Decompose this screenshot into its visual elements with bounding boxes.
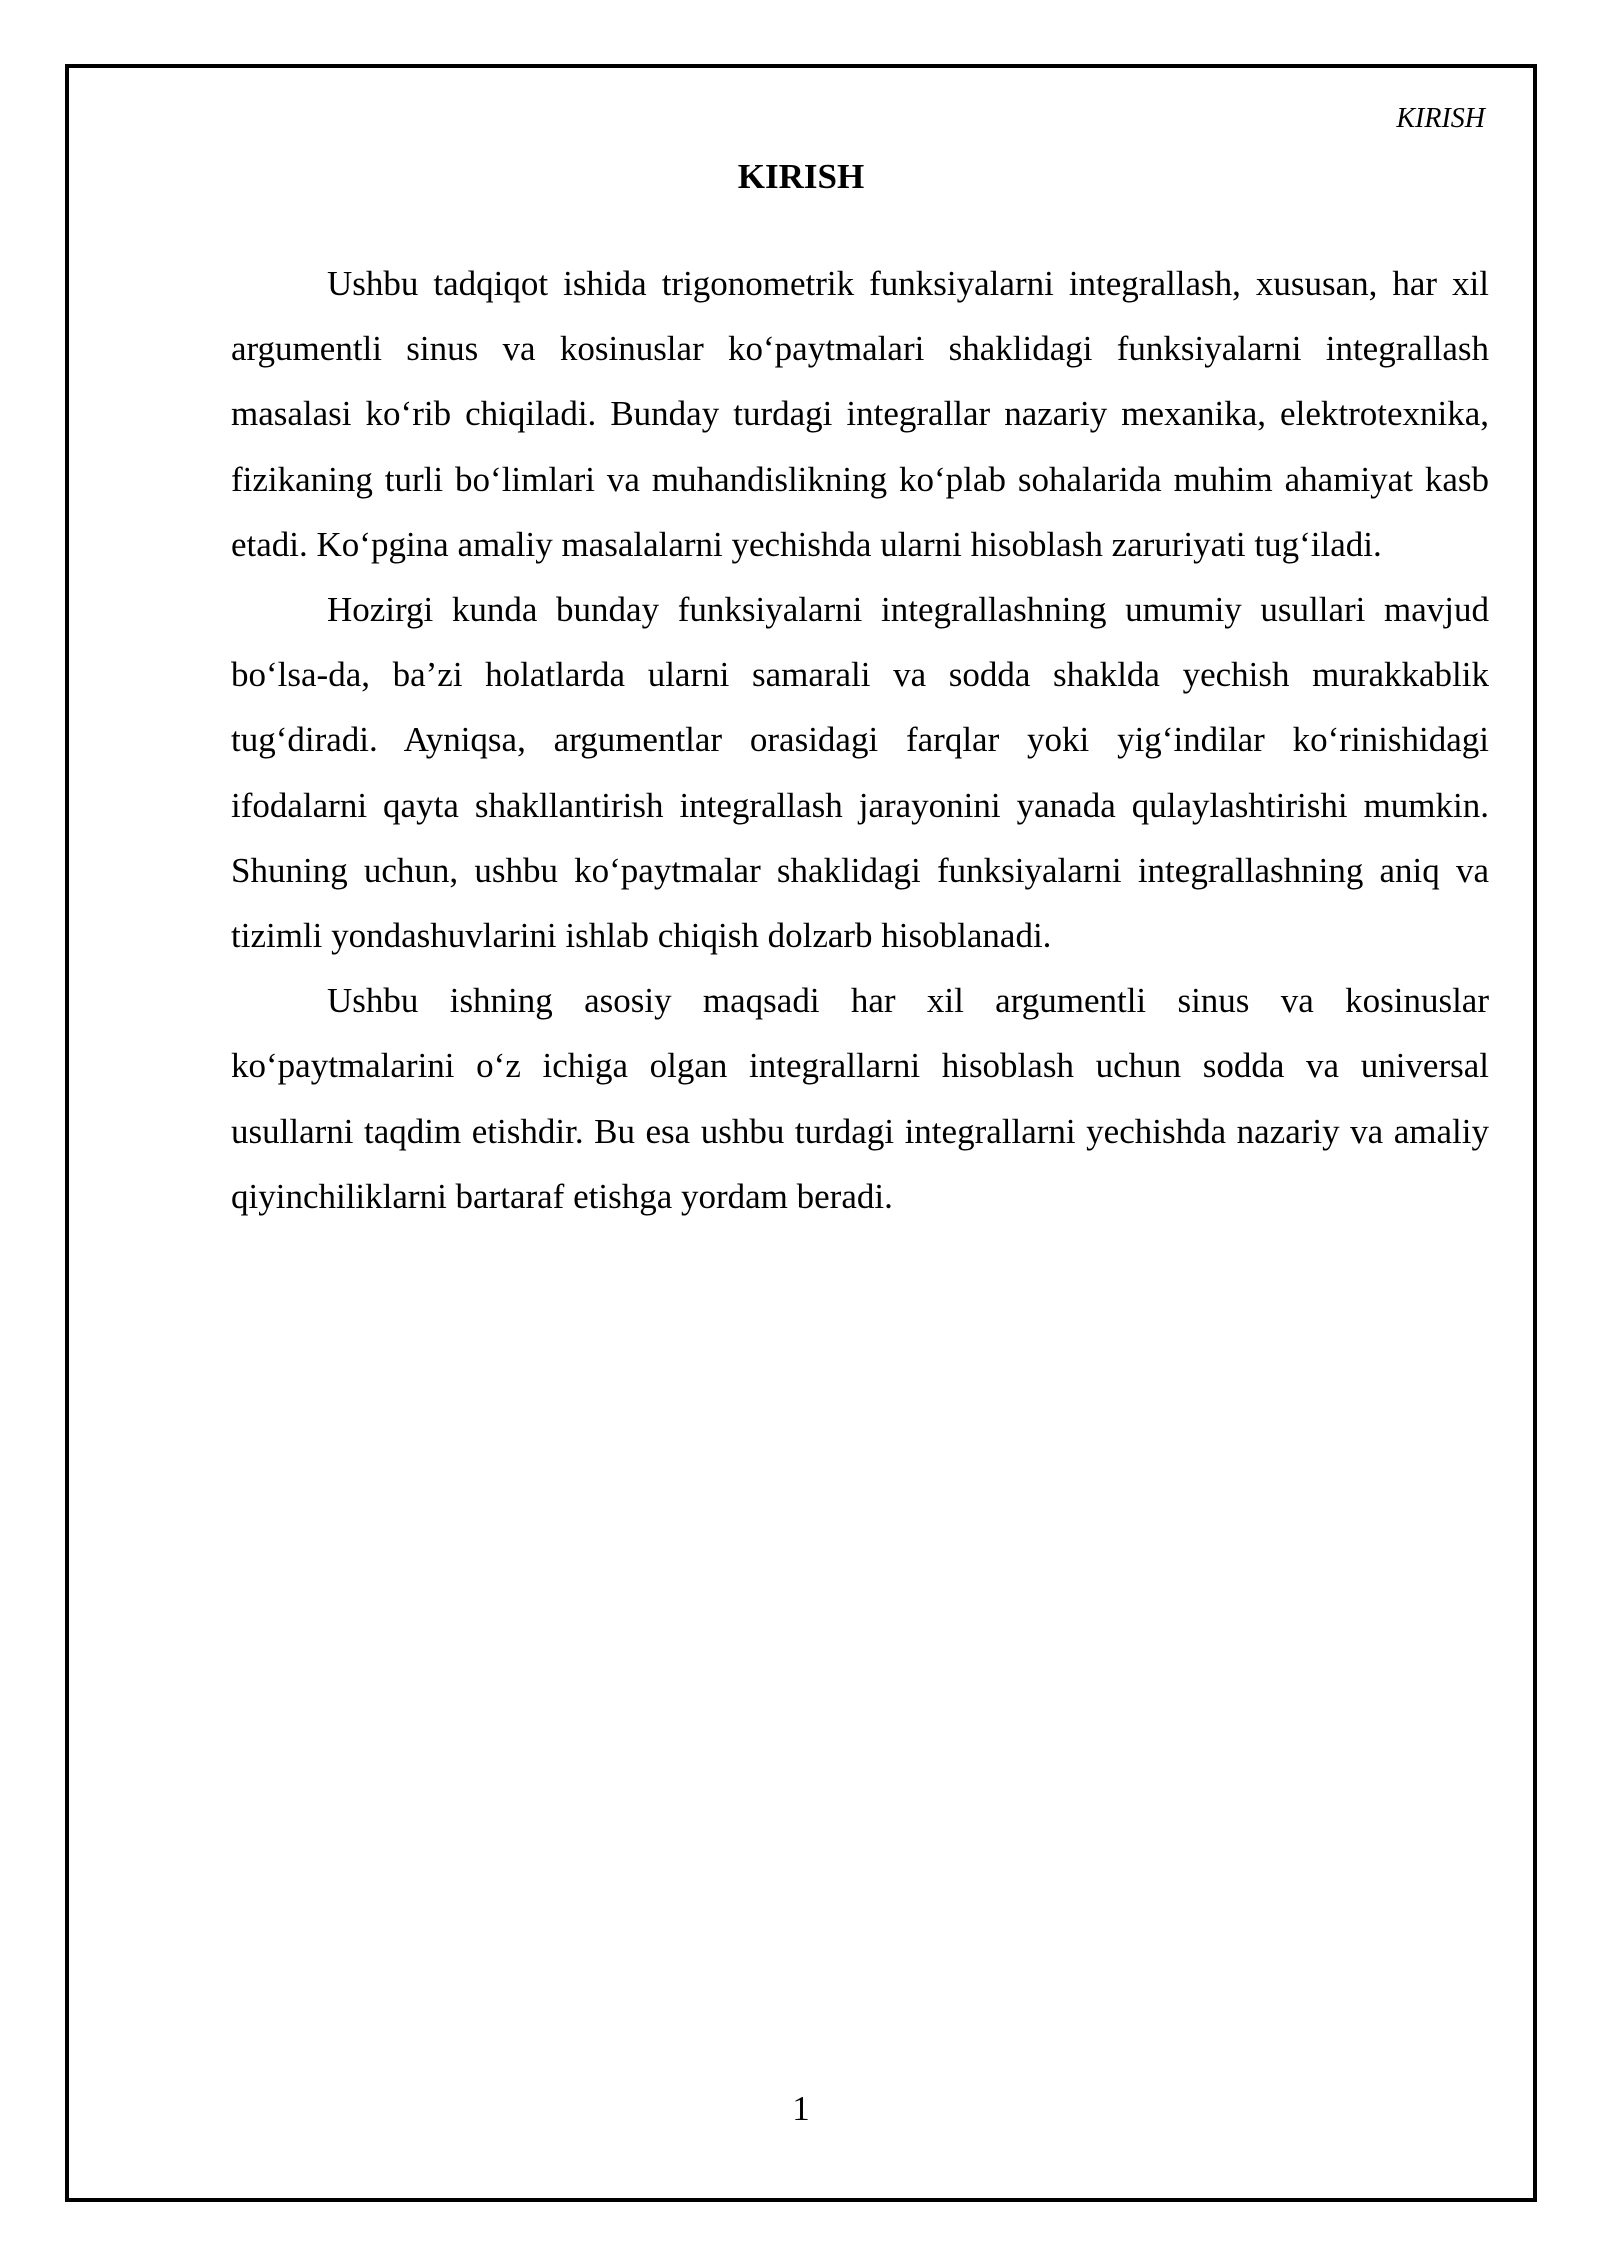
page-frame: [65, 64, 1537, 2202]
body-text: [231, 251, 1489, 1229]
paragraph-2: Hozirgi kunda bunday funksiyalarni integrallashning umumiy usullari mavjud bo‘lsa-da, ba’zi holatlarda ularni samarali va sodda shaklda yechish murakkablik tug‘diradi. Ayniqsa, argumentlar orasidagi farqlar yoki yig‘indilar ko‘rinishidagi ifodalarni qayta shakllantirish integrallash jarayonini yanada qulaylashtirishi mumkin. Shuning uchun, ushbu ko‘paytmalar shaklidagi funksiyalarni integrallashning aniq va tizimli yondashuvlarini ishlab chiqish dolzarb hisoblanadi.: [231, 590, 1489, 956]
running-header: KIRISH: [1396, 103, 1485, 134]
page-number: 1: [792, 2089, 810, 2128]
paragraph-1: Ushbu tadqiqot ishida trigonometrik funksiyalarni integrallash, xususan, har xil argumentli sinus va kosinuslar ko‘paytmalari shaklidagi funksiyalarni integrallash masalasi ko‘rib chiqiladi. Bunday turdagi integrallar nazariy mexanika, elektrotexnika, fizikaning turli bo‘limlari va muhandislikning ko‘plab sohalarida muhim ahamiyat kasb etadi. Ko‘pgina amaliy masalalarni yechishda ularni hisoblash zaruriyati tug‘iladi.: [231, 264, 1489, 564]
paragraph-3: Ushbu ishning asosiy maqsadi har xil argumentli sinus va kosinuslar ko‘paytmalarini o‘z ichiga olgan integrallarni hisoblash uchun sodda va universal usullarni taqdim etishdir. Bu esa ushbu turdagi integrallarni yechishda nazariy va amaliy qiyinchiliklarni bartaraf etishga yordam beradi.: [231, 981, 1489, 1216]
section-title: KIRISH: [737, 157, 865, 196]
